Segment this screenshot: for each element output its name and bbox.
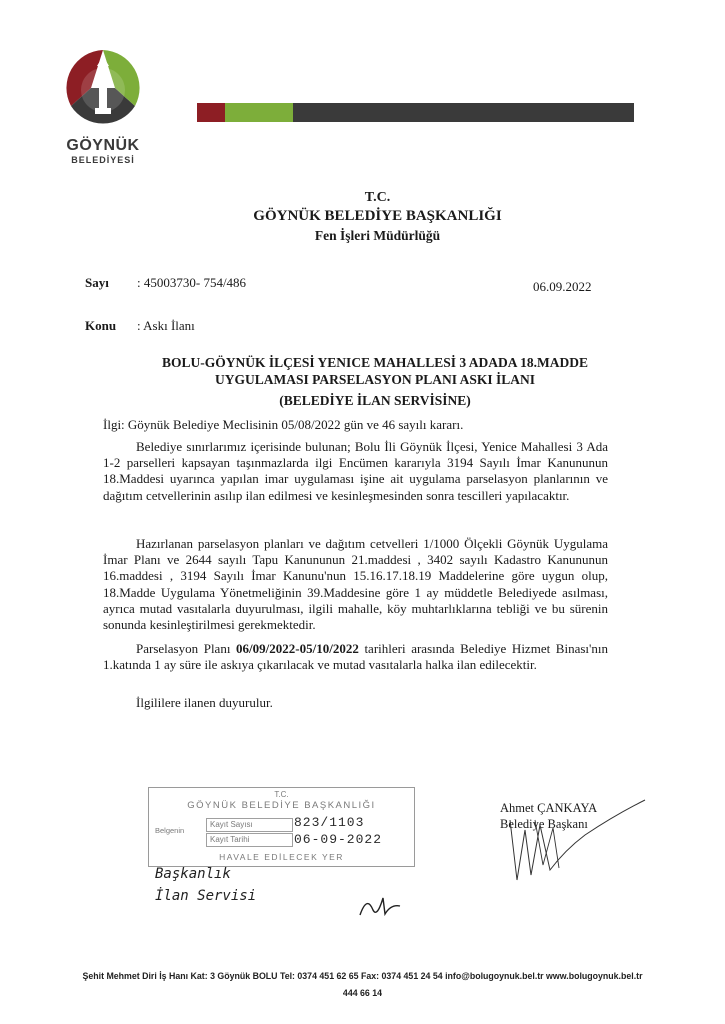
handwritten-note-1: Başkanlık xyxy=(155,866,231,882)
stamp-title: GÖYNÜK BELEDİYE BAŞKANLIĞI xyxy=(187,800,376,811)
stamp-registry-date: 06-09-2022 xyxy=(294,832,383,847)
paragraph-3: Parselasyon Planı 06/09/2022-05/10/2022 tarihleri arasında Belediye Hizmet Binası'nın 1.katında 1 ay süre ile askıya çıkarılacak ve mutad vasıtalarla halka ilan edilecektir. xyxy=(103,641,608,673)
document-footer xyxy=(0,968,725,1002)
title-line-1: BOLU-GÖYNÜK İLÇESİ YENICE MAHALLESİ 3 ADADA 18.MADDE xyxy=(162,355,588,370)
title-line-3: (BELEDİYE İLAN SERVİSİNE) xyxy=(279,393,471,408)
stamp-tc: T.C. xyxy=(274,790,289,799)
stamp-registry-number: 823/1103 xyxy=(294,815,365,830)
paragraph-4: İlgililere ilanen duyurulur. xyxy=(136,695,273,710)
ilgi-line: İlgi: Göynük Belediye Meclisinin 05/08/2022 gün ve 46 sayılı kararı. xyxy=(103,417,464,432)
sayi-value: : 45003730- 754/486 xyxy=(137,275,247,290)
sayi-label: Sayı xyxy=(85,275,109,290)
document-header xyxy=(0,188,725,245)
stripe-red xyxy=(197,103,225,122)
footer-phone-line: 444 66 14 xyxy=(342,988,383,998)
signatory-title: Belediye Başkanı xyxy=(500,817,588,831)
stamp-initials-icon xyxy=(355,890,405,920)
konu-value: : Askı İlanı xyxy=(137,318,195,333)
header-department: Fen İşleri Müdürlüğü xyxy=(314,228,441,243)
stamp-havale-label: HAVALE EDİLECEK YER xyxy=(219,852,344,862)
municipality-logo xyxy=(58,48,148,165)
stamp-side-label: Belgenin xyxy=(155,826,185,835)
registry-stamp xyxy=(148,787,415,867)
konu-label: Konu xyxy=(85,318,117,333)
footer-contact-line: Şehit Mehmet Diri İş Hanı Kat: 3 Göynük BOLU Tel: 0374 451 62 65 Fax: 0374 451 24 54 info@bolugoynuk.bel.tr www.bolugoynuk.bel.tr xyxy=(82,971,643,981)
title-line-2: UYGULAMASI PARSELASYON PLANI ASKI İLANI xyxy=(214,372,536,387)
signature-scribble-icon xyxy=(495,790,655,890)
handwritten-note-2: İlan Servisi xyxy=(155,888,257,904)
stamp-row-kayit-sayisi: Kayıt Sayısı xyxy=(206,818,293,832)
paragraph-1: Belediye sınırlarımız içerisinde bulunan; Bolu İli Göynük İlçesi, Yenice Mahallesi 3 Ada 1-2 parselleri kapsayan taşınmazlarda ilgi Encümen kararıyla 3194 Sayılı İmar Kanununun 18.Maddesi uyarınca yapılan imar uygulaması işine ait uygulama parselasyon planlarının ve dağıtım cetvellerinin asılıp ilan edilmesi ve kesinleşmesinden sonra tescilleri yapılacaktır. xyxy=(103,439,608,503)
header-tc: T.C. xyxy=(364,190,391,205)
stripe-green xyxy=(225,103,293,122)
logo-name: GÖYNÜK xyxy=(66,137,140,154)
logo-subtitle: BELEDİYESİ xyxy=(71,155,135,165)
paragraph-2: Hazırlanan parselasyon planları ve dağıtım cetvelleri 1/1000 Ölçekli Göynük Uygulama İmar Planı ve 2644 sayılı Tapu Kanununun 21.maddesi , 3402 sayılı Kadastro Kanununun 16.maddesi , 3194 Sayılı İmar Kanunu'nun 15.16.17.18.19 Maddelerine göre uygun olup, 18.Madde Uygulama Yönetmeliğinin 39.Maddesine göre 1 ay müddetle Belediyede asılması, ayrıca mutad vasıtalarla duyurulması, ilgili mahalle, köy muhtarlıklarına tebliği ve bu sürenin sonunda kesinleştirilmesi gerekmektedir. xyxy=(103,536,608,633)
posting-period: 06/09/2022-05/10/2022 xyxy=(236,641,359,656)
document-date: 06.09.2022 xyxy=(533,279,592,294)
signatory-name: Ahmet ÇANKAYA xyxy=(500,801,598,815)
announcement-title xyxy=(110,354,640,409)
stamp-row-kayit-tarihi: Kayıt Tarihi xyxy=(206,833,293,847)
logo-emblem-icon xyxy=(63,48,143,128)
stripe-dark xyxy=(293,103,634,122)
header-main: GÖYNÜK BELEDİYE BAŞKANLIĞI xyxy=(253,208,502,224)
header-stripe xyxy=(197,103,634,122)
